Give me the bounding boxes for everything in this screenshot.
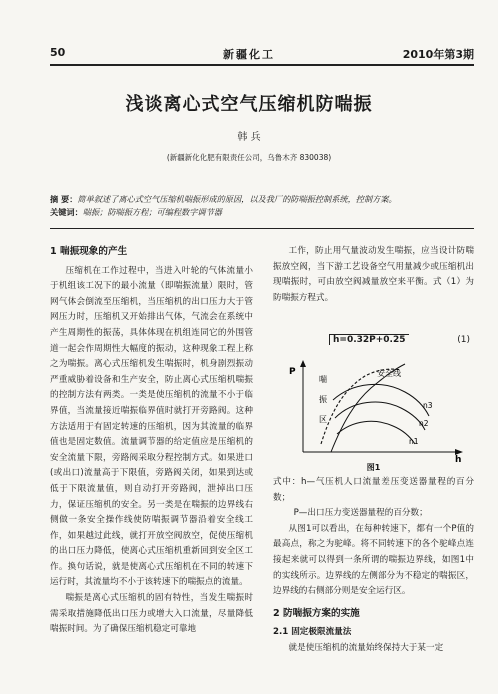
keywords-text: 喘振；防喘振方程；可编程数字调节器 <box>82 207 222 217</box>
section-1-heading: 1 喘振现象的产生 <box>50 246 128 257</box>
journal-issue: 2010年第3期 <box>402 48 474 61</box>
n1-label: n1 <box>409 437 419 446</box>
formula-note-p: P—出口压力变送器量程的百分数； <box>293 508 428 519</box>
journal-name: 新疆化工 <box>223 48 275 61</box>
axis-h-label: h <box>455 455 462 462</box>
section-2-heading: 2 防喘振方案的实施 <box>273 607 360 619</box>
abstract-text: 简单叙述了离心式空气压缩机喘振形成的原因，以及我厂的防喘振控制系统，控制方案。 <box>77 194 397 204</box>
subsection-2-1-heading: 2.1 固定极限流量法 <box>273 627 352 638</box>
surge-boundary-line <box>321 369 401 444</box>
left-paragraph-1: 压缩机在工作过程中，当进入叶轮的气体流量小于机组该工况下的最小流量（即喘振流量）限时，管网气体会倒流至压缩机，当压缩机的出口压力大于管网压力时，压缩机又开始排出气体，气流会在系统中产生周期性的振荡，具体体现在机组连同它的外围管道一起会作周期性大幅度的振动，这种现象工程上称之为喘振。离心式压缩机发生喘振时，机身剧烈振动严重威胁着设备和生产安全，防止离心式压缩机喘振的控制方法有两类。一类是使压缩机的流量不小于临界值，当流量接近喘振临界值时就打开旁路阀。这种方法适用于有固定转速的压缩机，因为其流量的临界值也是固定数值。流量调节器的给定值应是压缩机的安全流量下限，旁路阀采取分程控制方式。如果进口(或出口)流量高于下限值，旁路阀关闭，如果到达或低于下限流量值，则自动打开旁路阀，泄掉出口压力，保证压缩机的安全。另一类是在喘振的边界线右侧做一条安全操作线使防喘振调节器沿着安全线工作，如果越过此线，就打开放空阀放空，促使压缩机的出口压力降低，使离心式压缩机重新回到安全区工作。换句话说，就是使离心式压缩机在不同的转速下运行时，其流量均不小于该转速下的喘振点的流量。 <box>50 265 253 588</box>
figure-1-caption: 图1 <box>366 463 381 472</box>
equation: h=0.32P+0.25 <box>329 334 409 345</box>
formula-note-h: 式中：h—气压机人口流量差压变送器量程的百分数； <box>273 477 474 503</box>
n2-label: n2 <box>419 419 429 428</box>
right-paragraph-2: 从图1可以看出，在每种转速下，都有一个P值的最高点，称之为驼峰。将不同转速下的各个驼峰点连接起来就可以得到一条所谓的喘振边界线，如图1中的实线所示。边界线的左侧部分为不稳定的喘振区，边界线的右侧部分则是安全运行区。 <box>273 523 474 597</box>
author: 韩 兵 <box>237 132 261 143</box>
keywords-label: 关键词： <box>50 207 83 217</box>
speed-curve-n3 <box>333 384 429 416</box>
n3-label: n3 <box>423 401 433 410</box>
header-rule <box>50 64 474 66</box>
right-paragraph-1: 工作，防止用气量波动发生喘振，应当设计防喘振放空阀，当下游工艺设备空气用量减少或压缩机出现喘振时，可由放空阀减量放空来平衡。式（1）为防喘振方程式。 <box>273 246 474 303</box>
right-paragraph-3: 就是使压缩机的流量始终保持大于某一定 <box>288 642 444 653</box>
surge-label-2: 振 <box>319 395 327 404</box>
right-column-bottom <box>273 475 474 657</box>
article-title: 浅谈离心式空气压缩机防喘振 <box>125 94 373 115</box>
axis-p-label: P <box>289 367 296 377</box>
abstract-rule <box>50 228 474 229</box>
abstract <box>50 193 474 219</box>
speed-curve-n1 <box>337 421 415 444</box>
safe-line-label: 安全线 <box>377 369 401 378</box>
page-number: 50 <box>50 46 66 59</box>
equation-number: (1) <box>457 335 470 345</box>
abstract-line <box>50 193 474 206</box>
keywords-line <box>50 206 474 219</box>
p-axis-arrow-icon <box>300 360 306 367</box>
equation-row <box>273 334 474 345</box>
surge-label-3: 区 <box>319 415 327 424</box>
surge-label-1: 喘 <box>319 375 327 384</box>
left-column <box>50 244 253 638</box>
figure-1-surge-curve <box>273 352 474 462</box>
affiliation: (新疆新化化肥有限责任公司，乌鲁木齐 830038) <box>166 153 332 162</box>
abstract-label: 摘 要： <box>50 194 78 204</box>
left-paragraph-2: 喘振是离心式压缩机的固有特性，当发生喘振时需采取措施降低出口压力或增大入口流量，尽量降低喘振时间。为了确保压缩机稳定可靠地 <box>50 593 253 635</box>
right-column-top <box>273 244 474 306</box>
